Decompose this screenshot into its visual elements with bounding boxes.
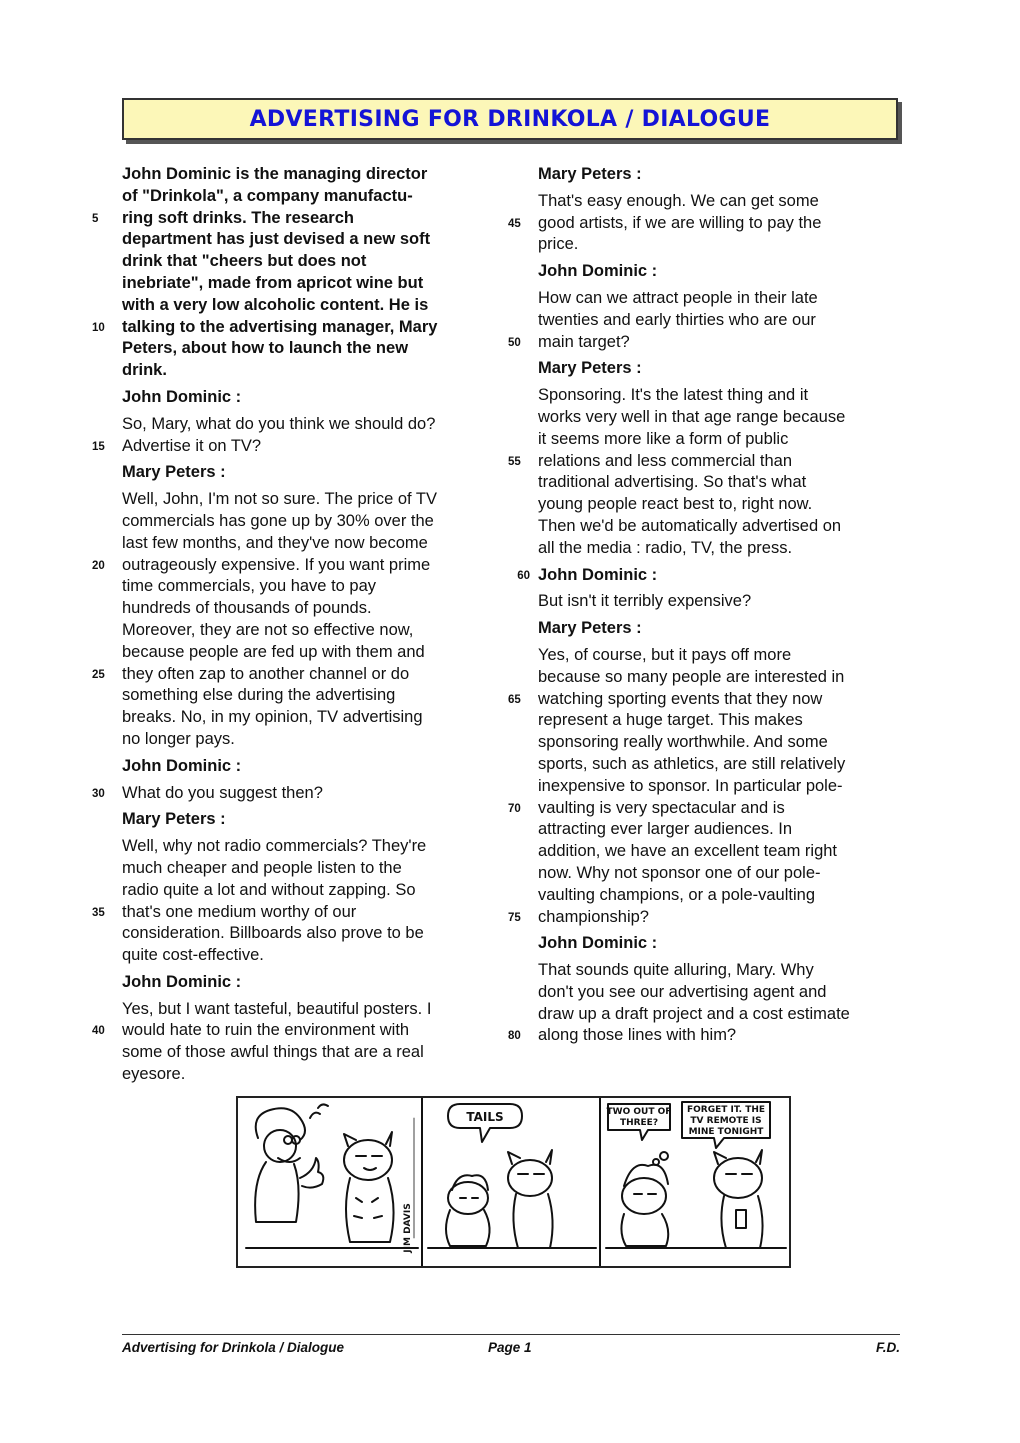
line-number: 45 bbox=[508, 217, 521, 230]
footer-title: Advertising for Drinkola / Dialogue bbox=[122, 1340, 345, 1355]
text-line: Well, why not radio commercials? They're bbox=[122, 837, 427, 856]
comic-bubble-text: TV REMOTE IS bbox=[690, 1116, 762, 1126]
comic-bubble-text: THREE? bbox=[619, 1118, 659, 1128]
text-line: along those lines with him? bbox=[538, 1026, 737, 1045]
dialogue-paragraph bbox=[508, 385, 900, 559]
text-line: Yes, of course, but it pays off more bbox=[538, 645, 792, 664]
text-line: How can we attract people in their late bbox=[538, 288, 818, 307]
line-number: 20 bbox=[92, 559, 105, 572]
text-line: Well, John, I'm not so sure. The price of TV bbox=[122, 490, 437, 509]
dialogue-paragraph bbox=[92, 489, 484, 751]
comic-illustration bbox=[238, 1098, 789, 1266]
text-line: of "Drinkola", a company manufactu- bbox=[122, 186, 413, 205]
text-line: don't you see our advertising agent and bbox=[538, 982, 827, 1001]
text-line: because so many people are interested in bbox=[538, 667, 845, 686]
line-number: 40 bbox=[92, 1025, 105, 1038]
dialogue-paragraph bbox=[538, 591, 900, 613]
line-number: 60 bbox=[517, 569, 530, 582]
speaker-label: Mary Peters : bbox=[122, 463, 226, 482]
comic-strip bbox=[236, 1096, 791, 1268]
speaker-label: Mary Peters : bbox=[538, 619, 642, 638]
text-line: vaulting champions, or a pole-vaulting bbox=[538, 885, 815, 904]
text-line: drink that "cheers but does not bbox=[122, 252, 367, 271]
text-line: John Dominic is the managing director bbox=[122, 165, 428, 183]
comic-bubble-text: FORGET IT. THE bbox=[686, 1105, 766, 1115]
text-line: twenties and early thirties who are our bbox=[538, 310, 816, 329]
text-line: outrageously expensive. If you want prime bbox=[122, 555, 431, 574]
speaker-label: John Dominic : bbox=[122, 756, 242, 775]
comic-bubble-text: TAILS bbox=[466, 1110, 504, 1124]
footer-author: F.D. bbox=[875, 1340, 900, 1355]
text-line: young people react best to, right now. bbox=[538, 495, 813, 514]
dialogue-paragraph bbox=[92, 783, 484, 805]
title-box bbox=[122, 98, 898, 140]
comic-bubble-text: MINE TONIGHT bbox=[688, 1127, 764, 1137]
text-line: traditional advertising. So that's what bbox=[538, 473, 807, 492]
line-number: 75 bbox=[508, 911, 521, 924]
line-number: 25 bbox=[92, 668, 105, 681]
text-line: Yes, but I want tasteful, beautiful posters. I bbox=[122, 999, 432, 1018]
text-line: vaulting is very spectacular and is bbox=[538, 798, 785, 817]
text-line: all the media : radio, TV, the press. bbox=[538, 538, 793, 557]
dialogue-paragraph bbox=[508, 288, 900, 353]
text-line: no longer pays. bbox=[122, 729, 235, 748]
text-line: with a very low alcoholic content. He is bbox=[122, 295, 429, 314]
line-number: 70 bbox=[508, 802, 521, 815]
text-line: price. bbox=[538, 235, 579, 254]
text-line: inexpensive to sponsor. In particular pole- bbox=[538, 776, 843, 795]
line-number: 35 bbox=[92, 906, 105, 919]
text-line: commercials has gone up by 30% over the bbox=[122, 511, 434, 530]
text-line: Advertise it on TV? bbox=[122, 436, 262, 455]
text-line: now. Why not sponsor one of our pole- bbox=[538, 863, 821, 882]
left-column bbox=[92, 164, 484, 1086]
text-line: eyesore. bbox=[122, 1065, 186, 1084]
text-line: time commercials, you have to pay bbox=[122, 577, 377, 596]
text-line: ring soft drinks. The research bbox=[122, 208, 354, 227]
text-line: relations and less commercial than bbox=[538, 451, 793, 470]
dialogue-paragraph bbox=[92, 414, 484, 458]
text-line: draw up a draft project and a cost estimate bbox=[538, 1004, 850, 1023]
text-line: department has just devised a new soft bbox=[122, 230, 431, 249]
text-line: works very well in that age range because bbox=[538, 407, 846, 426]
intro-paragraph bbox=[92, 164, 484, 382]
dialogue-paragraph bbox=[92, 999, 484, 1086]
speaker-label: John Dominic : bbox=[538, 934, 658, 953]
footer-divider bbox=[122, 1334, 900, 1335]
line-number: 5 bbox=[92, 212, 99, 225]
text-line: some of those awful things that are a real bbox=[122, 1043, 424, 1062]
dialogue-paragraph bbox=[508, 191, 900, 256]
text-line: inebriate", made from apricot wine but bbox=[122, 273, 424, 292]
comic-signature: JIM DAVIS bbox=[403, 1203, 413, 1253]
line-number: 50 bbox=[508, 336, 521, 349]
speaker-label: John Dominic : bbox=[122, 972, 242, 991]
line-number: 55 bbox=[508, 455, 521, 468]
text-line: talking to the advertising manager, Mary bbox=[122, 317, 438, 336]
text-line: that's one medium worthy of our bbox=[122, 902, 357, 921]
text-line: radio quite a lot and without zapping. So bbox=[122, 880, 416, 899]
text-line: much cheaper and people listen to the bbox=[122, 858, 402, 877]
line-number: 80 bbox=[508, 1030, 521, 1043]
text-line: would hate to ruin the environment with bbox=[122, 1021, 410, 1040]
text-line: championship? bbox=[538, 907, 649, 926]
text-line: That sounds quite alluring, Mary. Why bbox=[538, 961, 814, 980]
text-line: What do you suggest then? bbox=[122, 783, 323, 802]
dialogue-paragraph bbox=[508, 960, 900, 1047]
text-line: addition, we have an excellent team right bbox=[538, 842, 838, 861]
text-line: sponsoring really worthwhile. And some bbox=[538, 733, 828, 752]
dialogue-paragraph bbox=[92, 836, 484, 967]
text-line: good artists, if we are willing to pay the bbox=[538, 213, 822, 232]
text-line: consideration. Billboards also prove to be bbox=[122, 924, 424, 943]
text-line: main target? bbox=[538, 332, 630, 351]
text-line: drink. bbox=[122, 361, 167, 380]
text-line: watching sporting events that they now bbox=[538, 689, 823, 708]
text-line: quite cost-effective. bbox=[122, 946, 264, 965]
comic-bubble-text: TWO OUT OF bbox=[606, 1107, 672, 1117]
text-line: But isn't it terribly expensive? bbox=[538, 592, 752, 611]
footer-page-number: Page 1 bbox=[488, 1340, 532, 1355]
line-number: 10 bbox=[92, 321, 105, 334]
text-line: That's easy enough. We can get some bbox=[538, 191, 819, 210]
text-line: it seems more like a form of public bbox=[538, 429, 789, 448]
text-line: breaks. No, in my opinion, TV advertising bbox=[122, 708, 423, 727]
text-line: represent a huge target. This makes bbox=[538, 711, 803, 730]
text-line: hundreds of thousands of pounds. bbox=[122, 599, 372, 618]
dialogue-paragraph bbox=[508, 645, 900, 928]
line-number: 30 bbox=[92, 787, 105, 800]
text-line: So, Mary, what do you think we should do? bbox=[122, 414, 436, 433]
text-line: Sponsoring. It's the latest thing and it bbox=[538, 386, 809, 405]
line-number: 65 bbox=[508, 693, 521, 706]
right-column bbox=[508, 164, 900, 1047]
text-line: because people are fed up with them and bbox=[122, 642, 425, 661]
text-line: attracting ever larger audiences. In bbox=[538, 820, 793, 839]
page-title: ADVERTISING FOR DRINKOLA / DIALOGUE bbox=[249, 106, 771, 132]
line-number: 15 bbox=[92, 440, 105, 453]
speaker-label: 60 John Dominic : bbox=[538, 565, 900, 587]
speaker-label: John Dominic : bbox=[538, 262, 658, 281]
text-line: sports, such as athletics, are still relatively bbox=[538, 754, 846, 773]
speaker-label: Mary Peters : bbox=[538, 359, 642, 378]
text-line: Peters, about how to launch the new bbox=[122, 339, 409, 358]
speaker-label: Mary Peters : bbox=[538, 165, 642, 183]
text-line: Moreover, they are not so effective now, bbox=[122, 620, 414, 639]
text-line: something else during the advertising bbox=[122, 686, 396, 705]
text-line: Then we'd be automatically advertised on bbox=[538, 516, 842, 535]
speaker-label: Mary Peters : bbox=[122, 810, 226, 829]
text-line: they often zap to another channel or do bbox=[122, 664, 410, 683]
speaker-label: John Dominic : bbox=[122, 387, 242, 406]
text-line: last few months, and they've now become bbox=[122, 533, 428, 552]
